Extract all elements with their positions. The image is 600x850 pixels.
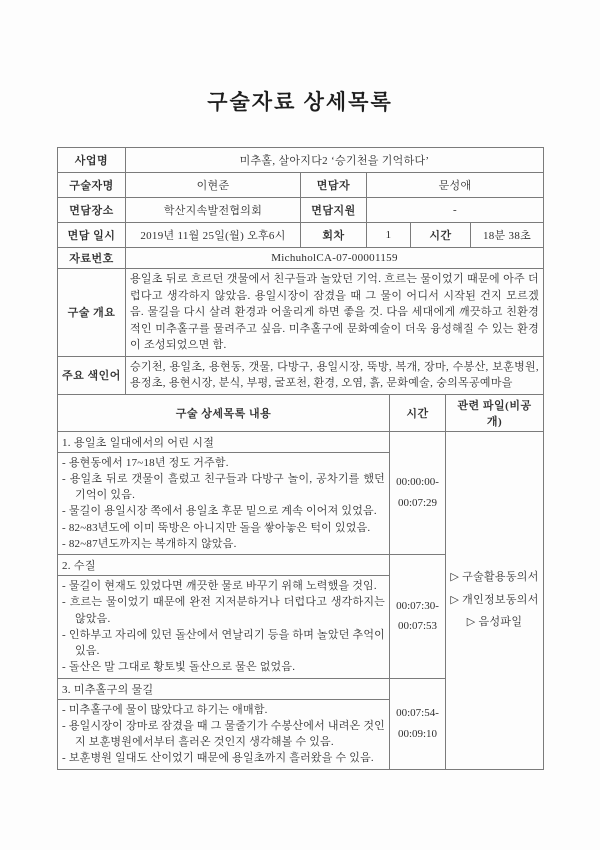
section-time-range: [390, 555, 446, 679]
row-keywords: [58, 356, 544, 394]
datetime-label: 면담 일시: [58, 223, 126, 248]
row-project: [58, 148, 544, 173]
bullet-item: - 돌산은 말 그대로 황토빛 돌산으로 물은 없었음.: [62, 661, 296, 674]
bullet-item: - 82~83년도에 이미 뚝방은 아니지만 돌을 쌓아놓은 턱이 있었음.: [62, 521, 371, 534]
session-value: 1: [367, 223, 411, 248]
files-header: 관련 파일(비공개): [446, 394, 544, 431]
row-place: [58, 198, 544, 223]
tables-wrapper: [57, 147, 543, 770]
support-value: -: [367, 198, 544, 223]
section-time-range: [390, 678, 446, 769]
time-start: 00:07:54-: [396, 706, 439, 719]
row-summary: [58, 269, 544, 357]
summary-label: 구술 개요: [58, 269, 126, 357]
row-narrator: [58, 173, 544, 198]
narrator-value: 이현준: [126, 173, 301, 198]
section-title: 1. 용일초 일대에서의 어린 시절: [58, 431, 390, 452]
time-end: 00:07:29: [397, 496, 438, 509]
summary-value: 용일초 뒤로 흐르던 갯물에서 친구들과 놀았던 기억. 흐르는 물이었기 때문에 아주 더럽다고 생각하지 않았음. 용일시장이 잠겼을 때 그 물이 어디서 시작된 건지 모르겠음. 물길을 다시 살려 환경과 어울리게 하면 좋을 것. 다음 세대에게 깨끗하고 친환경적인 미추홀구를 물려주고 싶음. 미추홀구에 문화예술이 더욱 융성해질 수 있는 환경이 조성되었으면 함.: [126, 269, 544, 357]
content-header-row: [58, 394, 544, 431]
section-1-title-row: [58, 431, 544, 452]
project-label: 사업명: [58, 148, 126, 173]
bullet-item: - 흐르는 물이었기 때문에 완전 지저분하거나 더럽다고 생각하지는 않았음.: [62, 596, 385, 625]
bullet-item: - 용현동에서 17~18년 정도 거주함.: [62, 456, 229, 469]
project-value: 미추홀, 살아지다2 ‘승기천을 기억하다’: [126, 148, 544, 173]
bullet-item: - 보훈병원 일대도 산이었기 때문에 용일초까지 흘러왔을 수 있음.: [62, 752, 374, 765]
related-file-item: ▷ 음성파일: [466, 616, 523, 629]
duration-value: 18분 38초: [471, 223, 544, 248]
bullet-item: - 미추홀구에 물이 많았다고 하기는 애매함.: [62, 703, 268, 716]
related-file-item: ▷ 구술활용동의서: [450, 571, 539, 584]
keywords-value: 승기천, 용일초, 용현동, 갯물, 다방구, 용일시장, 뚝방, 복개, 장마, 수봉산, 보훈병원, 용정초, 용현시장, 분식, 부평, 굴포천, 환경, 오염, 흙, 문화예술, 숭의목공예마을: [126, 356, 544, 394]
bullet-item: - 용일초 뒤로 갯물이 흘렀고 친구들과 다방구 놀이, 공차기를 했던 기억이 있음.: [62, 472, 385, 502]
place-label: 면담장소: [58, 198, 126, 223]
keywords-label: 주요 색인어: [58, 356, 126, 394]
duration-label: 시간: [411, 223, 471, 248]
bullet-item: - 물길이 현재도 있었다면 깨끗한 물로 바꾸기 위해 노력했을 것임.: [62, 580, 377, 593]
time-end: 00:09:10: [397, 727, 438, 740]
place-value: 학산지속발전협의회: [126, 198, 301, 223]
section-title: 2. 수질: [58, 555, 390, 576]
bullet-item: - 용일시장이 장마로 잠겼을 때 그 물줄기가 수봉산에서 내려온 것인지 보훈병원에서부터 흘러온 것인지 생각해볼 수 있음.: [62, 719, 385, 749]
time-start: 00:00:00-: [396, 475, 439, 488]
time-header: 시간: [390, 394, 446, 431]
support-label: 면담지원: [301, 198, 367, 223]
row-datetime: [58, 223, 544, 248]
bullet-item: - 82~87년도까지는 복개하지 않았음.: [62, 537, 237, 550]
section-bullets: [58, 699, 390, 769]
related-file-item: ▷ 개인정보동의서: [450, 593, 539, 606]
info-table: [57, 147, 544, 395]
section-time-range: [390, 431, 446, 555]
bullet-item: - 물길이 용일시장 쪽에서 용일초 후문 밑으로 계속 이어져 있었음.: [62, 505, 377, 518]
section-bullets: [58, 576, 390, 679]
section-bullets: [58, 452, 390, 555]
content-header: 구술 상세목록 내용: [58, 394, 390, 431]
document-title: 구술자료 상세목록: [207, 90, 393, 114]
bullet-item: - 인하부고 자리에 있던 돌산에서 연날리기 등을 하며 놀았던 추억이 있음.: [62, 628, 385, 658]
interviewer-value: 문성애: [367, 173, 544, 198]
content-table: [57, 394, 544, 770]
row-docno: [58, 248, 544, 269]
datetime-value: 2019년 11월 25일(월) 오후6시: [126, 223, 301, 248]
docno-value: MichuholCA-07-00001159: [126, 248, 544, 269]
narrator-label: 구술자명: [58, 173, 126, 198]
related-files-cell: [446, 431, 544, 769]
interviewer-label: 면담자: [301, 173, 367, 198]
time-end: 00:07:53: [397, 620, 438, 633]
docno-label: 자료번호: [58, 248, 126, 269]
session-label: 회차: [301, 223, 367, 248]
section-title: 3. 미추홀구의 물길: [58, 678, 390, 699]
time-start: 00:07:30-: [396, 599, 439, 612]
